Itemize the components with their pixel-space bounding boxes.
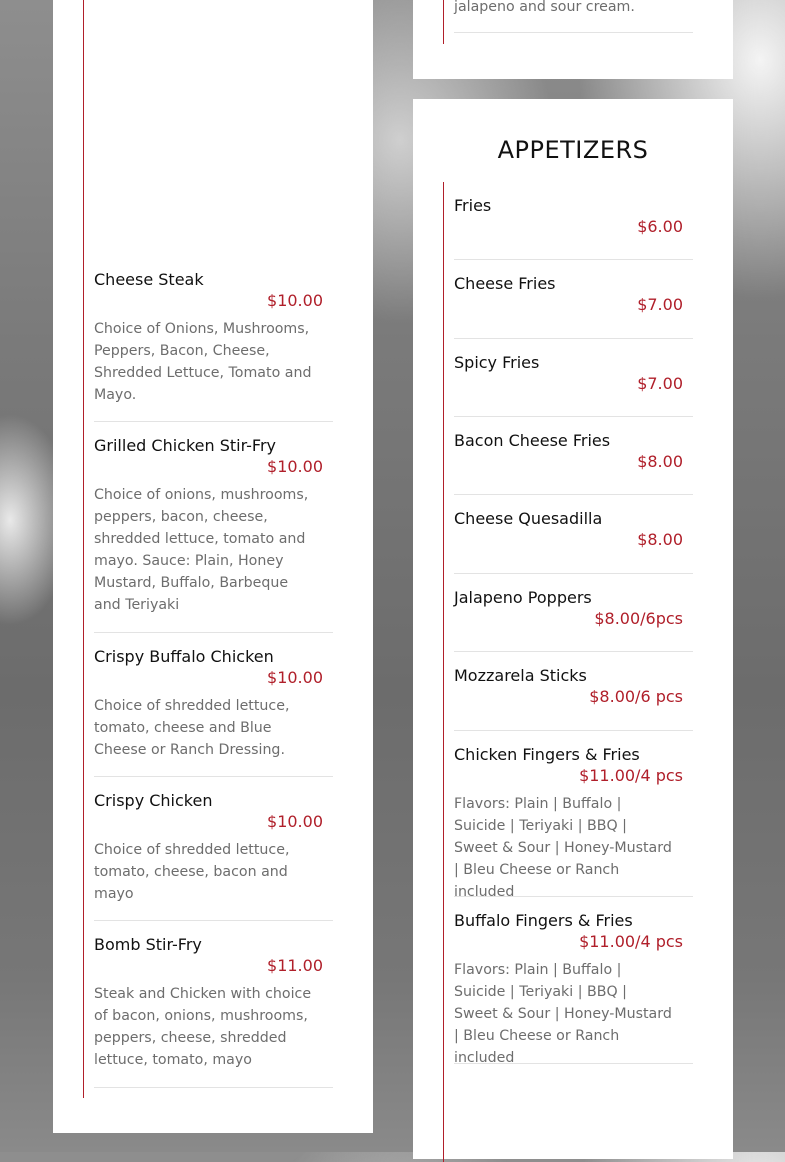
menu-item[interactable]: [94, 935, 333, 1088]
section-title: APPETIZERS: [497, 136, 649, 164]
menu-item[interactable]: [454, 588, 693, 652]
menu-item-price: $10.00: [267, 457, 323, 476]
menu-item-name: Mozzarela Sticks: [454, 666, 587, 685]
menu-item-name: Bacon Cheese Fries: [454, 431, 611, 450]
menu-item-price: $10.00: [267, 812, 323, 831]
menu-item-name: Grilled Chicken Stir-Fry: [94, 436, 277, 455]
menu-card-right-top: [413, 0, 733, 79]
menu-item-description: jalapeno and sour cream.: [454, 0, 693, 33]
menu-item[interactable]: [454, 431, 693, 495]
menu-item-description: Steak and Chicken with choice of bacon, onions, mushrooms, peppers, cheese, shredded lettuce, tomato, mayo: [94, 986, 312, 1068]
menu-item[interactable]: [94, 791, 333, 921]
menu-item-description: Choice of shredded lettuce, tomato, cheese and Blue Cheese or Ranch Dressing.: [94, 698, 290, 758]
menu-item-price: $7.00: [637, 295, 683, 314]
menu-item-price: $7.00: [637, 374, 683, 393]
menu-item-name: Crispy Chicken: [94, 791, 213, 810]
menu-item-price: $8.00/6pcs: [594, 609, 683, 628]
menu-item[interactable]: [454, 666, 693, 731]
menu-item-description: Flavors: Plain | Buffalo | Suicide | Teriyaki | BBQ | Sweet & Sour | Honey-Mustard | Bleu Cheese or Ranch included: [454, 796, 672, 900]
menu-item-description: Choice of shredded lettuce, tomato, cheese, bacon and mayo: [94, 842, 290, 902]
menu-item[interactable]: [94, 270, 333, 422]
menu-item-price: $8.00: [637, 530, 683, 549]
menu-item-name: Cheese Quesadilla: [454, 509, 603, 528]
menu-item-price: $10.00: [267, 291, 323, 310]
menu-item-name: Bomb Stir-Fry: [94, 935, 202, 954]
menu-item-description: Flavors: Plain | Buffalo | Suicide | Teriyaki | BBQ | Sweet & Sour | Honey-Mustard | Bleu Cheese or Ranch included: [454, 962, 672, 1066]
menu-item-price: $10.00: [267, 668, 323, 687]
menu-item[interactable]: [454, 274, 693, 339]
menu-item[interactable]: [94, 647, 333, 777]
menu-item-price: $11.00/4 pcs: [579, 766, 683, 785]
menu-item-name: Crispy Buffalo Chicken: [94, 647, 274, 666]
menu-item-name: Spicy Fries: [454, 353, 540, 372]
menu-item-description: Choice of Onions, Mushrooms, Peppers, Bacon, Cheese, Shredded Lettuce, Tomato and Mayo.: [94, 321, 312, 403]
menu-item-price: $11.00/4 pcs: [579, 932, 683, 951]
menu-item[interactable]: [454, 196, 693, 260]
menu-item-name: Buffalo Fingers & Fries: [454, 911, 633, 930]
menu-item-price: $6.00: [637, 217, 683, 236]
menu-item-name: Cheese Steak: [94, 270, 204, 289]
menu-item[interactable]: [454, 745, 693, 900]
menu-item[interactable]: [454, 509, 693, 574]
menu-item-price: $8.00/6 pcs: [589, 687, 683, 706]
menu-item-name: Jalapeno Poppers: [454, 588, 592, 607]
accent-line: [443, 0, 444, 44]
menu-card-left: [53, 0, 373, 1133]
menu-item-price: $8.00: [637, 452, 683, 471]
menu-item-name: Chicken Fingers & Fries: [454, 745, 640, 764]
menu-item-name: Fries: [454, 196, 492, 215]
menu-item-description: Choice of onions, mushrooms, peppers, bacon, cheese, shredded lettuce, tomato and mayo. Sauce: Plain, Honey Mustard, Buffalo, Barbeque and Teriyaki: [94, 487, 309, 613]
menu-card-appetizers: [413, 99, 733, 1159]
menu-item[interactable]: [454, 353, 693, 417]
accent-line: [443, 182, 444, 1162]
menu-item[interactable]: [454, 911, 693, 1064]
menu-item[interactable]: [94, 436, 333, 633]
accent-line: [83, 0, 84, 1098]
menu-item-price: $11.00: [267, 956, 323, 975]
menu-item-name: Cheese Fries: [454, 274, 556, 293]
